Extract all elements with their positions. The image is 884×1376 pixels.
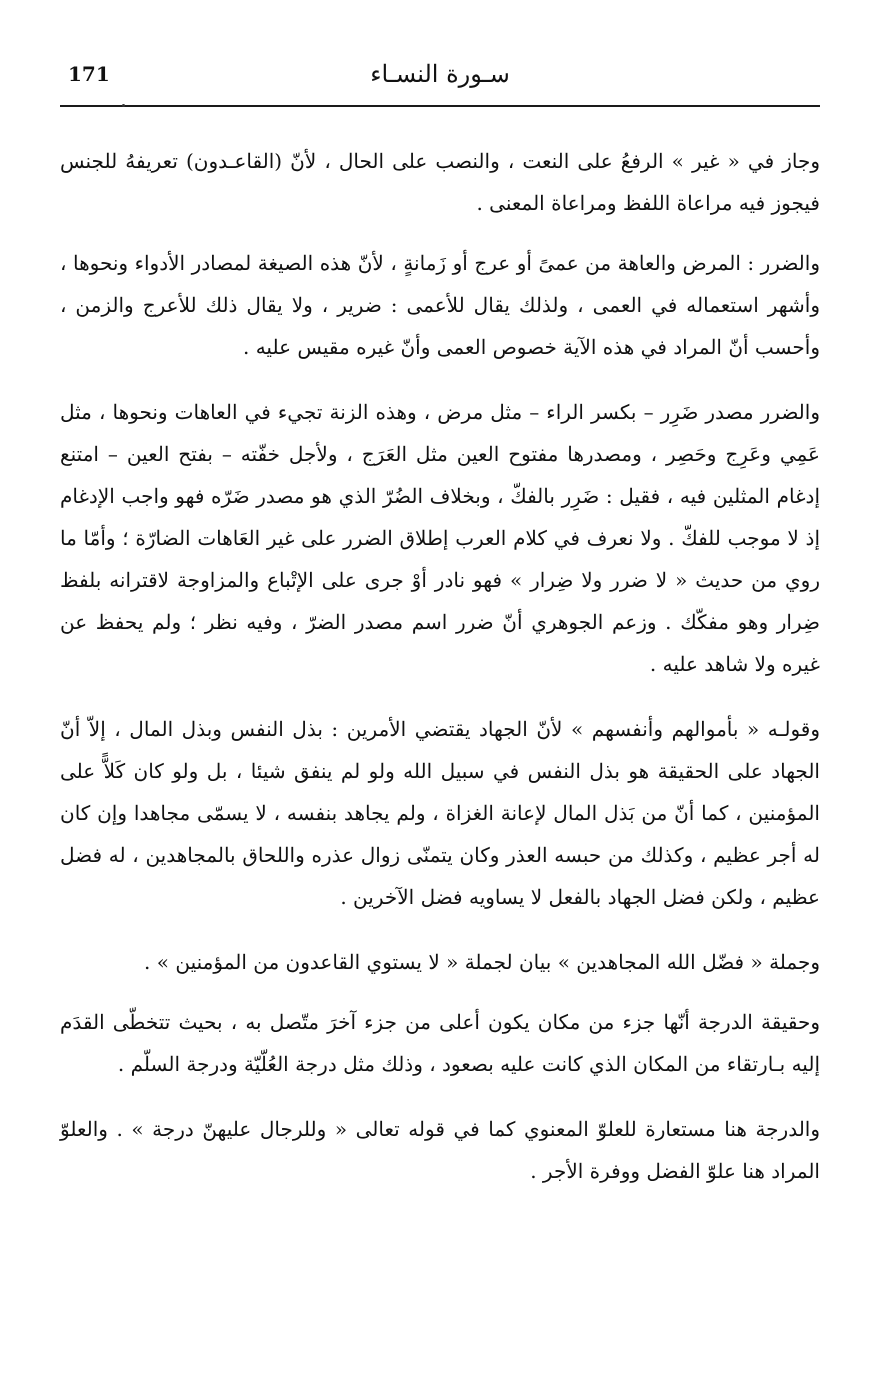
paragraph-3: والضرر مصدر ضَرِر – بكسر الراء – مثل مرض ، وهذه الزنة تجيء في العاهات ونحوها ، مثل عَمِي وعَرِج وحَصِر ، ومصدرها مفتوح العين مثل العَرَج ، ولأجل خفّته – بفتح العين – امتنع إدغام المثلين فيه ، فقيل : ضَرِر بالفكّ ، وبخلاف الضُرّ الذي هو مصدر ضَرّه فهو واجب الإدغام إذ لا موجب للفكّ . ولا نعرف في كلام العرب إطلاق الضرر على غير العَاهات الضارّة ؛ وأمّا ما روي من حديث « لا ضرر ولا ضِرار » فهو نادر أوْ جرى على الإتْباع والمزاوجة لاقترانه بلفظ ضِرار وهو مفكّك . وزعم الجوهري أنّ ضرر اسم مصدر الضرّ ، وفيه نظر ؛ ولم يحفظ عن غيره ولا شاهد عليه . <box>60 400 820 676</box>
paragraph-6: وحقيقة الدرجة أنّها جزء من مكان يكون أعلى من جزء آخرَ متّصل به ، بحيث تتخطّى القدَم إليه بـارتقاء من المكان الذي كانت عليه بصعود ، وذلك مثل درجة العُلّيّة ودرجة السلّم . <box>60 1010 820 1076</box>
paragraph-1: وجاز في « غير » الرفعُ على النعت ، والنصب على الحال ، لأنّ (القاعـدون) تعريفهُ للجنس فيجوز فيه مراعاة اللفظ ومراعاة المعنى . <box>60 149 820 215</box>
paragraph-4: وقولـه « بأموالهم وأنفسهم » لأنّ الجهاد يقتضي الأمرين : بذل النفس وبذل المال ، إلاّ أنّ الجهاد على الحقيقة هو بذل النفس في سبيل الله ولو لم ينفق شيئا ، بل ولو كان كَلاًّ على المؤمنين ، كما أنّ من بَذل المال لإعانة الغزاة ، ولم يجاهد بنفسه ، لا يسمّى مجاهدا وإن كان له أجر عظيم ، وكذلك من حبسه العذر وكان يتمنّى زوال عذره واللحاق بالمجاهدين ، له فضل عظيم ، ولكن فضل الجهاد بالفعل لا يساويه فضل الآخرين . <box>60 717 820 909</box>
page-header <box>60 58 820 98</box>
paragraph-5: وجملة « فضّل الله المجاهدين » بيان لجملة « لا يستوي القاعدون من المؤمنين » . <box>144 950 820 974</box>
paragraph-2: والضرر : المرض والعاهة من عمىً أو عرج أو زَمانةٍ ، لأنّ هذه الصيغة لمصادر الأدواء ونحوها ، وأشهر استعماله في العمى ، ولذلك يقال للأعمى : ضرير ، ولا يقال ذلك للأعرج والزمن ، وأحسب أنّ المراد في هذه الآية خصوص العمى وأنّ غيره مقيس عليه . <box>60 251 820 359</box>
surah-title: سـورة النسـاء <box>370 60 510 88</box>
page-number: 171 <box>68 62 110 86</box>
header-divider <box>60 105 820 107</box>
paragraph-7: والدرجة هنا مستعارة للعلوّ المعنوي كما في قوله تعالى « وللرجال عليهنّ درجة » . والعلوّ المراد هنا علوّ الفضل ووفرة الأجر . <box>60 1117 820 1183</box>
page-body <box>60 140 820 1215</box>
ink-dot <box>122 104 125 107</box>
